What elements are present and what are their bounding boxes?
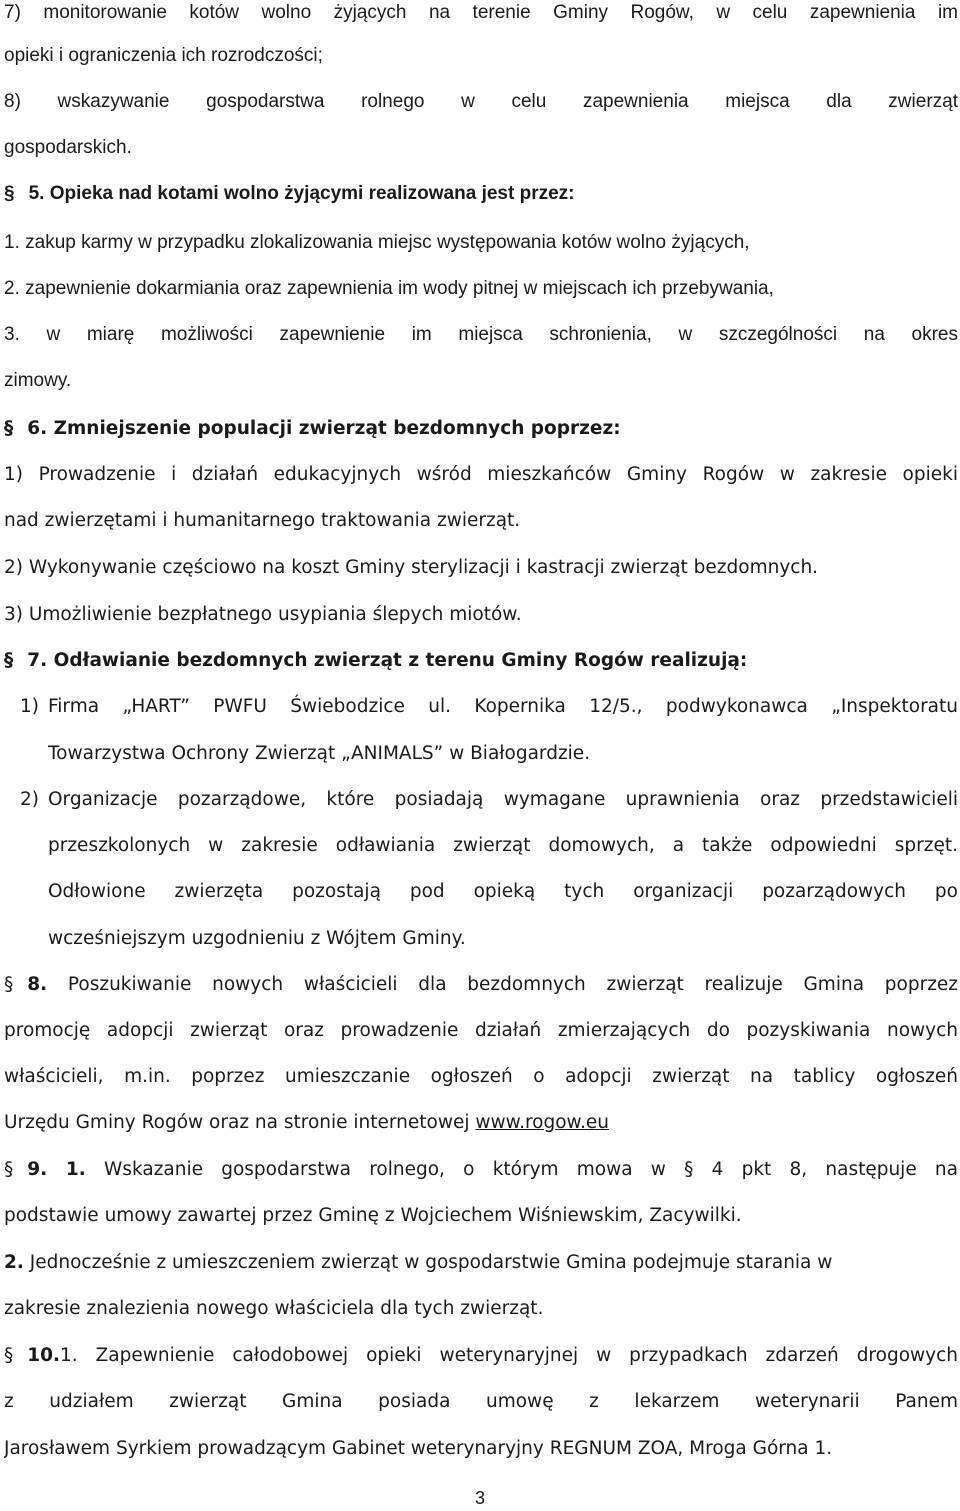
text-span: Jednocześnie z umieszczeniem zwierząt w gospodarstwie Gmina podejmuje starania w <box>29 1252 833 1273</box>
section-text: Poszukiwanie nowych właścicieli dla bezdomnych zwierząt realizuje Gmina poprzez <box>67 974 958 995</box>
text-line: Odłowione zwierzęta pozostają pod opieką tych organizacji pozarządowych po <box>48 881 958 902</box>
section-sign: § <box>4 183 15 204</box>
text-line: z udziałem zwierząt Gmina posiada umowę z lekarzem weterynarii Panem <box>4 1391 958 1412</box>
list-item-number: 1) <box>20 696 39 717</box>
list-item: 2. zapewnienie dokarmiania oraz zapewnienia im wody pitnej w miejscach ich przebywania, <box>4 278 774 299</box>
section-6-heading <box>4 406 958 452</box>
section-text: Wskazanie gospodarstwa rolnego, o którym mowa w § 4 pkt 8, następuje na <box>104 1159 958 1180</box>
section-sign: § <box>4 974 14 995</box>
section-number: 9. 1. <box>27 1159 86 1180</box>
text-line <box>4 1240 958 1286</box>
section-number: 6. <box>27 418 48 439</box>
section-5-heading <box>4 171 958 217</box>
text-line: promocję adopcji zwierząt oraz prowadzenie działań zmierzających do pozyskiwania nowych <box>4 1020 958 1041</box>
section-title: Zmniejszenie populacji zwierząt bezdomnych poprzez: <box>53 418 621 439</box>
text-line: wcześniejszym uzgodnieniu z Wójtem Gminy. <box>48 928 466 949</box>
list-item: 1. zakup karmy w przypadku zlokalizowania miejsc występowania kotów wolno żyjących, <box>4 232 750 253</box>
section-number: 7. <box>27 650 48 671</box>
text-line: gospodarskich. <box>4 137 132 158</box>
text-span: Urzędu Gminy Rogów oraz na stronie internetowej <box>4 1112 470 1133</box>
text-line <box>4 1100 958 1146</box>
text-line: nad zwierzętami i humanitarnego traktowania zwierząt. <box>4 510 521 531</box>
text-line: właścicieli, m.in. poprzez umieszczanie ogłoszeń o adopcji zwierząt na tablicy ogłoszeń <box>4 1066 958 1087</box>
section-title: Odławianie bezdomnych zwierząt z terenu Gminy Rogów realizują: <box>53 650 748 671</box>
section-number: 8. <box>27 974 48 995</box>
section-number: 10. <box>27 1345 61 1366</box>
list-item: 3. w miarę możliwości zapewnienie im miejsca schronienia, w szczególności na okres <box>4 324 958 345</box>
website-link[interactable]: www.rogow.eu <box>475 1112 609 1133</box>
subsection-number: 2. <box>4 1252 24 1273</box>
section-sign: § <box>4 1159 14 1180</box>
text-line: zakresie znalezienia nowego właściciela dla tych zwierząt. <box>4 1298 544 1319</box>
section-9-paragraph <box>4 1147 958 1193</box>
section-7-heading <box>4 638 958 684</box>
section-sign: § <box>4 650 14 671</box>
section-sign: § <box>4 1345 14 1366</box>
list-item: 3) Umożliwienie bezpłatnego usypiania ślepych miotów. <box>4 604 522 625</box>
section-8-paragraph <box>4 962 958 1008</box>
text-line: podstawie umowy zawartej przez Gminę z Wojciechem Wiśniewskim, Zacywilki. <box>4 1205 742 1226</box>
section-sign: § <box>4 418 14 439</box>
text-line: przeszkolonych w zakresie odławiania zwierząt domowych, a także odpowiedni sprzęt. <box>48 835 958 856</box>
page-number: 3 <box>474 1488 485 1508</box>
text-line: Jarosławem Syrkiem prowadzącym Gabinet weterynaryjny REGNUM ZOA, Mroga Górna 1. <box>4 1438 833 1459</box>
text-line: zimowy. <box>4 370 72 391</box>
section-10-paragraph <box>4 1333 958 1379</box>
list-item: 2) Wykonywanie częściowo na koszt Gminy sterylizacji i kastracji zwierząt bezdomnych. <box>4 557 819 578</box>
list-item: Firma „HART” PWFU Świebodzice ul. Kopernika 12/5., podwykonawca „Inspektoratu <box>48 696 958 717</box>
list-item-number: 2) <box>20 789 39 810</box>
text-line: opieki i ograniczenia ich rozrodczości; <box>4 45 323 66</box>
section-text: Zapewnienie całodobowej opieki weterynaryjnej w przypadkach zdarzeń drogowych <box>95 1345 958 1366</box>
text-line: 8) wskazywanie gospodarstwa rolnego w celu zapewnienia miejsca dla zwierząt <box>4 91 958 112</box>
list-item: 1) Prowadzenie i działań edukacyjnych wśród mieszkańców Gminy Rogów w zakresie opieki <box>4 464 958 485</box>
text-line: 7) monitorowanie kotów wolno żyjących na terenie Gminy Rogów, w celu zapewnienia im <box>4 2 958 23</box>
list-item: Organizacje pozarządowe, które posiadają wymagane uprawnienia oraz przedstawicieli <box>48 789 958 810</box>
text-line: Towarzystwa Ochrony Zwierząt „ANIMALS” w Białogardzie. <box>48 743 591 764</box>
section-title: Opieka nad kotami wolno żyjącymi realizowana jest przez: <box>49 183 575 204</box>
subsection-number: 1. <box>60 1345 78 1366</box>
section-number: 5. <box>28 183 45 204</box>
